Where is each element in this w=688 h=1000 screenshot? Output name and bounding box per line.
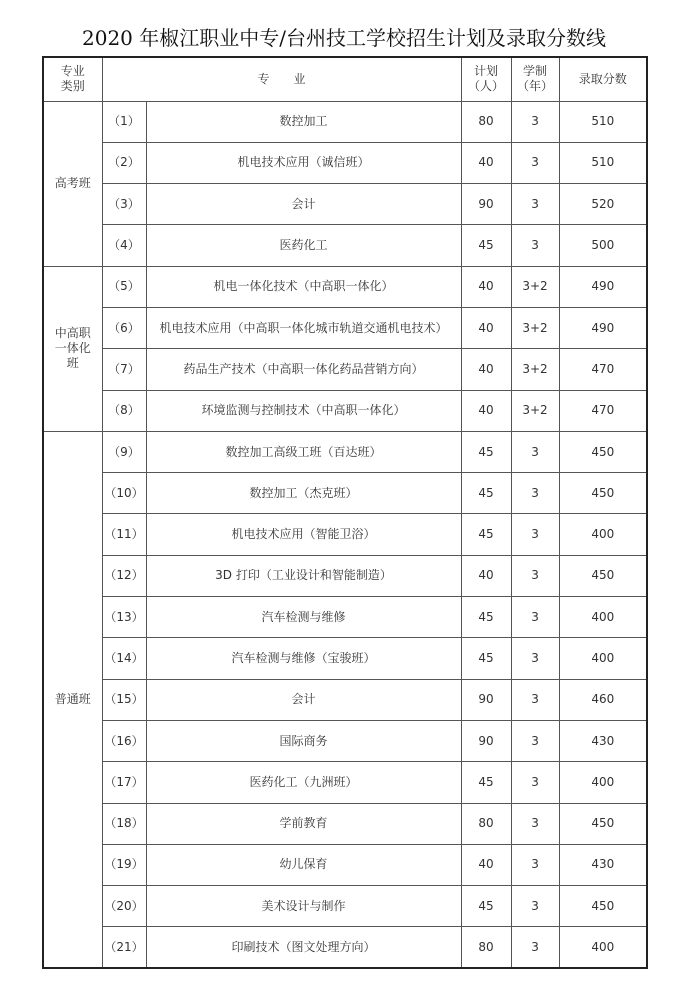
plan-cell: 45: [461, 638, 511, 679]
table-row: [43, 307, 647, 348]
plan-cell: 45: [461, 225, 511, 266]
major-cell: 医药化工: [146, 225, 461, 266]
years-cell: 3: [511, 225, 559, 266]
years-cell: 3: [511, 555, 559, 596]
plan-cell: 45: [461, 597, 511, 638]
table-row: [43, 597, 647, 638]
table-row: [43, 266, 647, 307]
no-cell: （1）: [102, 101, 146, 142]
plan-cell: 45: [461, 762, 511, 803]
score-cell: 400: [559, 597, 647, 638]
score-cell: 450: [559, 555, 647, 596]
plan-cell: 40: [461, 349, 511, 390]
category-label: 普通班: [54, 692, 91, 707]
no-cell: （13）: [102, 597, 146, 638]
major-cell: 数控加工: [146, 101, 461, 142]
major-cell: 幼儿保育: [146, 844, 461, 885]
major-cell: 美术设计与制作: [146, 886, 461, 927]
major-cell: 3D 打印（工业设计和智能制造）: [146, 555, 461, 596]
major-cell: 机电技术应用（中高职一体化城市轨道交通机电技术）: [146, 307, 461, 348]
score-cell: 430: [559, 720, 647, 761]
major-cell: 会计: [146, 184, 461, 225]
score-cell: 470: [559, 390, 647, 431]
score-cell: 510: [559, 101, 647, 142]
years-cell: 3: [511, 431, 559, 472]
plan-cell: 40: [461, 555, 511, 596]
years-cell: 3+2: [511, 307, 559, 348]
score-cell: 510: [559, 142, 647, 183]
score-cell: 450: [559, 473, 647, 514]
table-row: [43, 349, 647, 390]
header-score: 录取分数: [559, 57, 647, 101]
years-cell: 3: [511, 597, 559, 638]
years-cell: 3: [511, 679, 559, 720]
plan-cell: 45: [461, 514, 511, 555]
score-cell: 490: [559, 266, 647, 307]
header-major: 专 业: [102, 57, 461, 101]
table-row: [43, 679, 647, 720]
plan-cell: 45: [461, 473, 511, 514]
header-plan: 计划 （人）: [461, 57, 511, 101]
no-cell: （3）: [102, 184, 146, 225]
plan-cell: 80: [461, 927, 511, 968]
table-row: [43, 184, 647, 225]
plan-cell: 80: [461, 101, 511, 142]
plan-cell: 45: [461, 886, 511, 927]
table-row: [43, 101, 647, 142]
table-row: [43, 844, 647, 885]
header-category: 专业 类别: [43, 57, 102, 101]
table-body: [43, 101, 647, 968]
header-years: 学制 （年）: [511, 57, 559, 101]
years-cell: 3: [511, 927, 559, 968]
score-cell: 460: [559, 679, 647, 720]
score-cell: 470: [559, 349, 647, 390]
years-cell: 3: [511, 473, 559, 514]
table-header-row: [43, 57, 647, 101]
table-row: [43, 142, 647, 183]
no-cell: （16）: [102, 720, 146, 761]
table-row: [43, 886, 647, 927]
table-row: [43, 762, 647, 803]
score-cell: 490: [559, 307, 647, 348]
major-cell: 会计: [146, 679, 461, 720]
table-row: [43, 927, 647, 968]
score-cell: 400: [559, 927, 647, 968]
table-row: [43, 514, 647, 555]
table-row: [43, 803, 647, 844]
no-cell: （6）: [102, 307, 146, 348]
years-cell: 3: [511, 803, 559, 844]
plan-cell: 40: [461, 266, 511, 307]
major-cell: 学前教育: [146, 803, 461, 844]
plan-cell: 40: [461, 307, 511, 348]
category-label: 班: [66, 356, 79, 371]
table-row: [43, 225, 647, 266]
no-cell: （5）: [102, 266, 146, 307]
score-cell: 500: [559, 225, 647, 266]
table-row: [43, 473, 647, 514]
years-cell: 3: [511, 886, 559, 927]
plan-cell: 90: [461, 679, 511, 720]
plan-cell: 90: [461, 184, 511, 225]
no-cell: （2）: [102, 142, 146, 183]
table-row: [43, 638, 647, 679]
table-row: [43, 431, 647, 472]
major-cell: 数控加工（杰克班）: [146, 473, 461, 514]
years-cell: 3+2: [511, 266, 559, 307]
category-label: 中高职: [54, 326, 91, 341]
years-cell: 3: [511, 101, 559, 142]
years-cell: 3+2: [511, 349, 559, 390]
major-cell: 机电一体化技术（中高职一体化）: [146, 266, 461, 307]
plan-cell: 40: [461, 390, 511, 431]
score-cell: 450: [559, 886, 647, 927]
category-cell: [43, 431, 102, 968]
category-cell: [43, 266, 102, 431]
table-row: [43, 390, 647, 431]
years-cell: 3: [511, 638, 559, 679]
score-cell: 520: [559, 184, 647, 225]
no-cell: （4）: [102, 225, 146, 266]
years-cell: 3: [511, 142, 559, 183]
no-cell: （14）: [102, 638, 146, 679]
years-cell: 3+2: [511, 390, 559, 431]
score-cell: 400: [559, 762, 647, 803]
no-cell: （11）: [102, 514, 146, 555]
plan-cell: 90: [461, 720, 511, 761]
major-cell: 药品生产技术（中高职一体化药品营销方向）: [146, 349, 461, 390]
no-cell: （19）: [102, 844, 146, 885]
years-cell: 3: [511, 720, 559, 761]
major-cell: 国际商务: [146, 720, 461, 761]
score-cell: 430: [559, 844, 647, 885]
major-cell: 环境监测与控制技术（中高职一体化）: [146, 390, 461, 431]
major-cell: 汽车检测与维修（宝骏班）: [146, 638, 461, 679]
score-cell: 400: [559, 514, 647, 555]
major-cell: 数控加工高级工班（百达班）: [146, 431, 461, 472]
years-cell: 3: [511, 184, 559, 225]
score-cell: 400: [559, 638, 647, 679]
table-row: [43, 555, 647, 596]
no-cell: （7）: [102, 349, 146, 390]
no-cell: （18）: [102, 803, 146, 844]
no-cell: （12）: [102, 555, 146, 596]
plan-cell: 40: [461, 142, 511, 183]
major-cell: 机电技术应用（智能卫浴）: [146, 514, 461, 555]
category-label: 高考班: [54, 176, 91, 191]
years-cell: 3: [511, 514, 559, 555]
score-cell: 450: [559, 803, 647, 844]
no-cell: （10）: [102, 473, 146, 514]
major-cell: 医药化工（九洲班）: [146, 762, 461, 803]
major-cell: 印刷技术（图文处理方向）: [146, 927, 461, 968]
category-cell: [43, 101, 102, 266]
no-cell: （9）: [102, 431, 146, 472]
no-cell: （21）: [102, 927, 146, 968]
no-cell: （17）: [102, 762, 146, 803]
page-title: 2020 年椒江职业中专/台州技工学校招生计划及录取分数线: [82, 26, 606, 50]
major-cell: 汽车检测与维修: [146, 597, 461, 638]
table-row: [43, 720, 647, 761]
no-cell: （8）: [102, 390, 146, 431]
plan-cell: 45: [461, 431, 511, 472]
years-cell: 3: [511, 844, 559, 885]
years-cell: 3: [511, 762, 559, 803]
category-label: 一体化: [54, 341, 91, 356]
major-cell: 机电技术应用（诚信班）: [146, 142, 461, 183]
no-cell: （20）: [102, 886, 146, 927]
admission-table: [42, 56, 648, 969]
score-cell: 450: [559, 431, 647, 472]
plan-cell: 40: [461, 844, 511, 885]
plan-cell: 80: [461, 803, 511, 844]
no-cell: （15）: [102, 679, 146, 720]
